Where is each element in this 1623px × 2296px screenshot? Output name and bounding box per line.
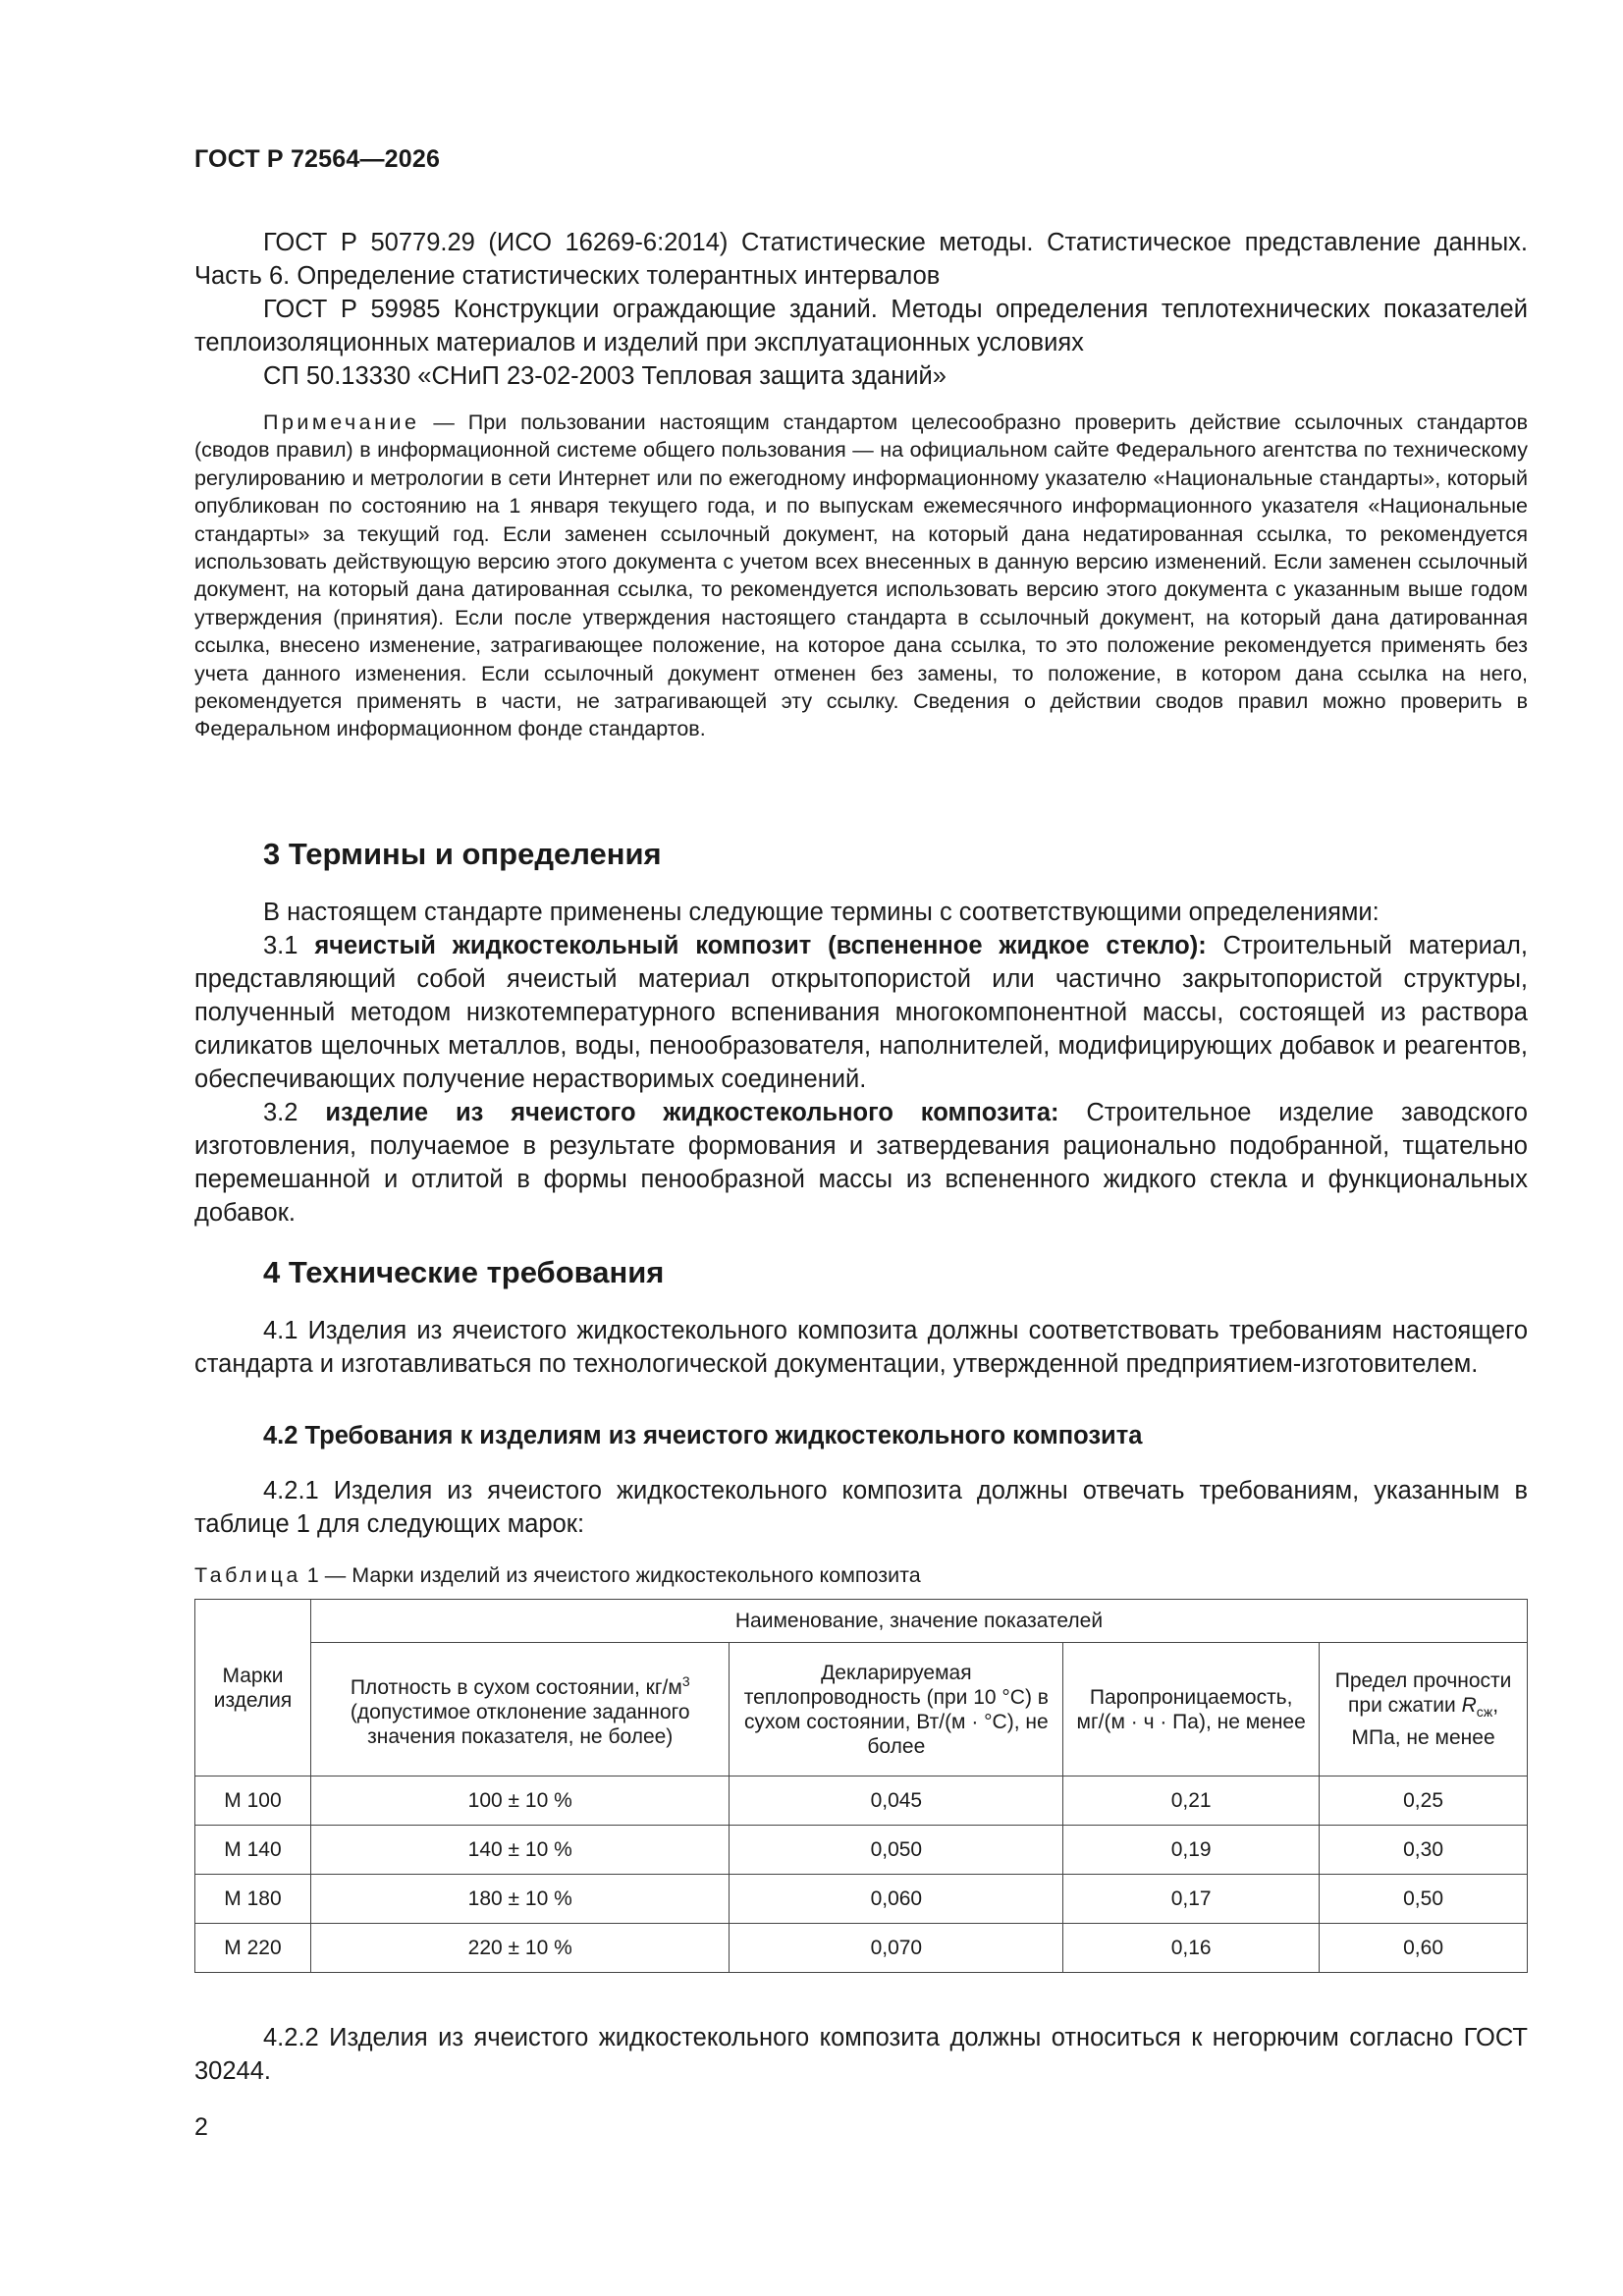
section-3-body bbox=[194, 896, 1528, 1230]
cell-vapor: 0,19 bbox=[1063, 1826, 1320, 1875]
header-strength-sub: сж bbox=[1476, 1704, 1493, 1721]
cell-strength: 0,25 bbox=[1320, 1777, 1528, 1826]
cell-conductivity: 0,060 bbox=[730, 1875, 1063, 1924]
paragraph-4-2-2: 4.2.2 Изделия из ячеистого жидкостекольного композита должны относиться к негорючим согласно ГОСТ 30244. bbox=[194, 2024, 1528, 2085]
reference-item: СП 50.13330 «СНиП 23-02-2003 Тепловая защита зданий» bbox=[263, 362, 947, 390]
term-name: изделие из ячеистого жидкостекольного композита: bbox=[325, 1099, 1059, 1126]
cell-brand: М 140 bbox=[195, 1826, 311, 1875]
subsection-4-2-title: 4.2 Требования к изделиям из ячеистого жидкостекольного композита bbox=[263, 1422, 1143, 1449]
cell-strength: 0,60 bbox=[1320, 1924, 1528, 1973]
reference-item: ГОСТ Р 59985 Конструкции ограждающие зданий. Методы определения теплотехнических показателей теплоизоляционных материалов и изделий при эксплуатационных условиях bbox=[194, 296, 1528, 356]
grades-table bbox=[194, 1599, 1528, 1973]
note-paragraph bbox=[194, 409, 1528, 743]
reference-item: ГОСТ Р 50779.29 (ИСО 16269-6:2014) Статистические методы. Статистическое представление данных. Часть 6. Определение статистических толерантных интервалов bbox=[194, 229, 1528, 290]
header-vapor: Паропроницаемость, мг/(м · ч · Па), не менее bbox=[1063, 1643, 1320, 1777]
cell-vapor: 0,16 bbox=[1063, 1924, 1320, 1973]
section-3-intro: В настоящем стандарте применены следующие термины с соответствующими определениями: bbox=[263, 899, 1380, 926]
table-caption-label: Таблица bbox=[194, 1563, 301, 1587]
note-label: Примечание bbox=[263, 410, 420, 434]
cell-vapor: 0,21 bbox=[1063, 1777, 1320, 1826]
header-density bbox=[310, 1643, 730, 1777]
cell-strength: 0,30 bbox=[1320, 1826, 1528, 1875]
table-caption-text: 1 — Марки изделий из ячеистого жидкостекольного композита bbox=[300, 1563, 921, 1587]
paragraph-4-2-1: 4.2.1 Изделия из ячеистого жидкостекольного композита должны отвечать требованиям, указанным в таблице 1 для следующих марок: bbox=[194, 1477, 1528, 1538]
term-definition: Строительное изделие заводского изготовления, получаемое в результате формования и затвердевания рационально подобранной, тщательно перемешанной и отлитой в формы пенообразной массы из вспененного жидкого стекла и функциональных добавок. bbox=[194, 1099, 1528, 1227]
header-strength bbox=[1320, 1643, 1528, 1777]
header-strength-b: , МПа, не менее bbox=[1351, 1694, 1499, 1749]
note-text: — При пользовании настоящим стандартом целесообразно проверить действие ссылочных стандартов (сводов правил) в информационной системе общего пользования — на официальном сайте Федерального агентства по техническому регулированию и метрологии в сети Интернет или по ежегодному информационному указателю «Национальные стандарты», который опубликован по состоянию на 1 января текущего года, и по выпускам ежемесячного информационного указателя «Национальные стандарты» за текущий год. Если заменен ссылочный документ, на который дана недатированная ссылка, то рекомендуется использовать действующую версию этого документа с учетом всех внесенных в данную версию изменений. Если заменен ссылочный документ, на который дана датированная ссылка, то рекомендуется использовать версию этого документа с указанным выше годом утверждения (принятия). Если после утверждения настоящего стандарта в ссылочный документ, на который дана датированная ссылка, внесено изменение, затрагивающее положение, на которое дана ссылка, то это положение рекомендуется применять без учета данного изменения. Если ссылочный документ отменен без замены, то положение, в котором дана ссылка на него, рекомендуется применять в части, не затрагивающей эту ссылку. Сведения о действии сводов правил можно проверить в Федеральном информационном фонде стандартов. bbox=[194, 410, 1528, 741]
header-group: Наименование, значение показателей bbox=[310, 1600, 1527, 1643]
cell-strength: 0,50 bbox=[1320, 1875, 1528, 1924]
normative-references bbox=[194, 226, 1528, 393]
section-4-title: 4 Технические требования bbox=[263, 1255, 665, 1289]
table-subheader-row bbox=[195, 1643, 1528, 1777]
header-density-sup: 3 bbox=[681, 1673, 690, 1689]
cell-brand: М 100 bbox=[195, 1777, 311, 1826]
table-header-row bbox=[195, 1600, 1528, 1643]
cell-conductivity: 0,050 bbox=[730, 1826, 1063, 1875]
table-row bbox=[195, 1826, 1528, 1875]
cell-density: 180 ± 10 % bbox=[310, 1875, 730, 1924]
cell-brand: М 220 bbox=[195, 1924, 311, 1973]
document-header: ГОСТ Р 72564—2026 bbox=[194, 145, 441, 173]
term-3-1 bbox=[194, 929, 1528, 1096]
cell-density: 140 ± 10 % bbox=[310, 1826, 730, 1875]
term-number: 3.1 bbox=[263, 932, 315, 959]
header-density-text: Плотность в сухом состоянии, кг/м bbox=[350, 1676, 682, 1699]
table-row bbox=[195, 1875, 1528, 1924]
term-definition: Строительный материал, представляющий собой ячеистый материал открытопористой или частично закрытопористой структуры, полученный методом низкотемпературного вспенивания многокомпонентной массы, состоящей из раствора силикатов щелочных металлов, воды, пенообразователя, наполнителей, модифицирующих добавок и реагентов, обеспечивающих получение нерастворимых соединений. bbox=[194, 932, 1528, 1093]
term-name: ячеистый жидкостекольный композит (вспененное жидкое стекло): bbox=[314, 932, 1207, 959]
cell-conductivity: 0,070 bbox=[730, 1924, 1063, 1973]
paragraph-4-1: 4.1 Изделия из ячеистого жидкостекольного композита должны соответствовать требованиям настоящего стандарта и изготавливаться по технологической документации, утвержденной предприятием-изготовителем. bbox=[194, 1317, 1528, 1378]
table-caption bbox=[194, 1563, 921, 1588]
header-conductivity: Декларируемая теплопроводность (при 10 °С) в сухом состоянии, Вт/(м · °С), не более bbox=[730, 1643, 1063, 1777]
section-3-title: 3 Термины и определения bbox=[263, 837, 662, 871]
page-number: 2 bbox=[194, 2113, 208, 2141]
header-strength-r: R bbox=[1461, 1694, 1477, 1718]
cell-brand: М 180 bbox=[195, 1875, 311, 1924]
cell-density: 100 ± 10 % bbox=[310, 1777, 730, 1826]
table-row bbox=[195, 1777, 1528, 1826]
cell-vapor: 0,17 bbox=[1063, 1875, 1320, 1924]
header-density-rest: (допустимое отклонение заданного значения показателя, не более) bbox=[350, 1701, 690, 1748]
cell-conductivity: 0,045 bbox=[730, 1777, 1063, 1826]
header-brand: Марки изделия bbox=[195, 1600, 311, 1777]
table-row bbox=[195, 1924, 1528, 1973]
term-number: 3.2 bbox=[263, 1099, 326, 1126]
term-3-2 bbox=[194, 1096, 1528, 1230]
cell-density: 220 ± 10 % bbox=[310, 1924, 730, 1973]
header-strength-a: Предел прочности при сжатии bbox=[1334, 1669, 1512, 1718]
